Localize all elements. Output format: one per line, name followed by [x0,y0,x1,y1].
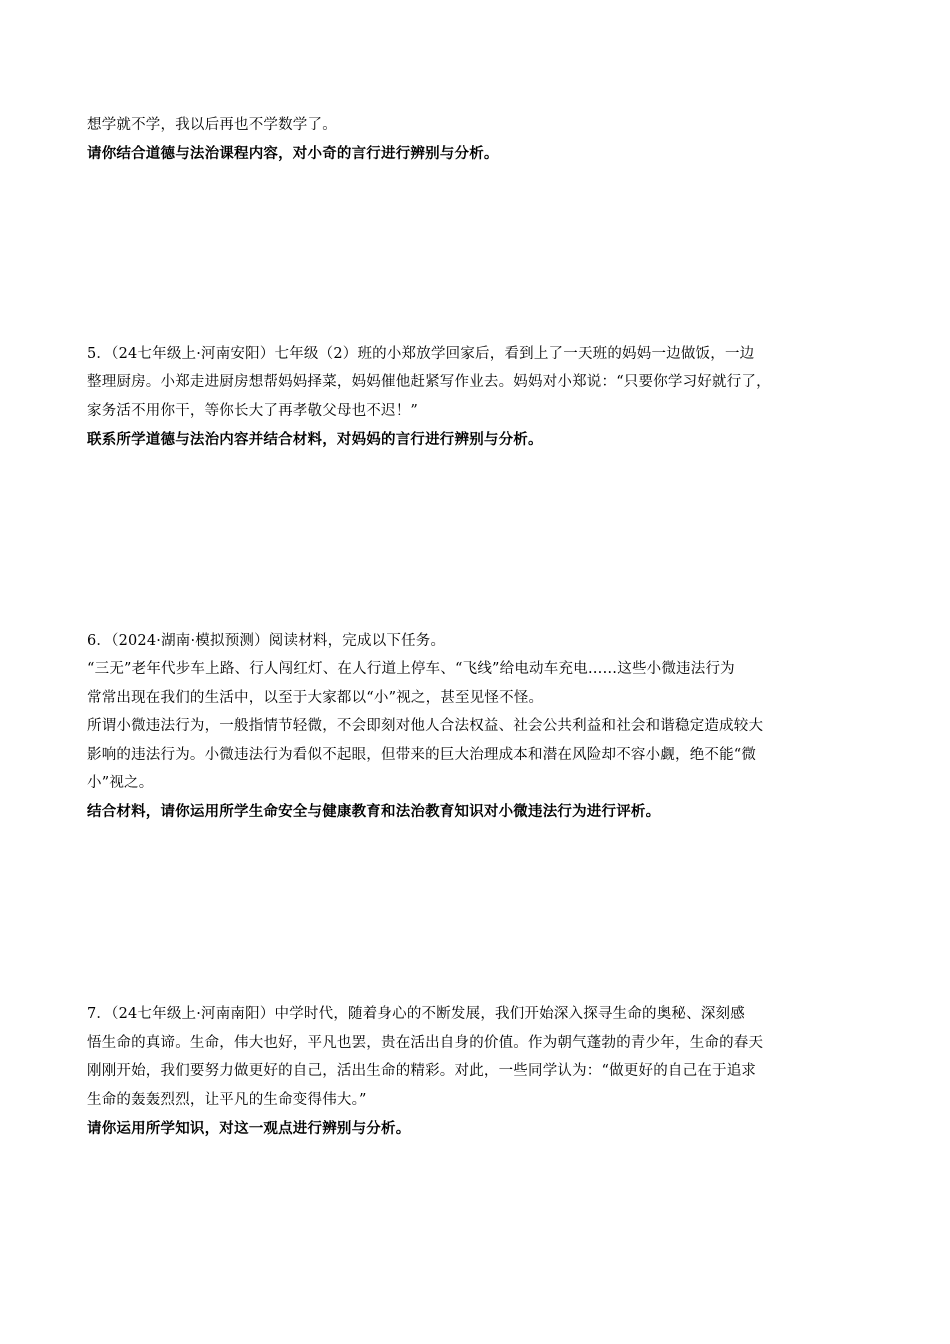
q6-text-line-5: 影响的违法行为。小微违法行为看似不起眼，但带来的巨大治理成本和潜在风险却不容小觑，绝不能“微 [87,747,757,763]
q5-text-line-3: 家务活不用你干，等你长大了再孝敬父母也不迟！” [87,403,419,419]
q4-continued-text: 想学就不学，我以后再也不学数学了。 [87,117,337,133]
q5-text-line-1: 5．（24七年级上·河南安阳）七年级（2）班的小郑放学回家后，看到上了一天班的妈妈一边做饭，一边 [87,346,755,362]
q7-text-line-3: 刚刚开始，我们要努力做更好的自己，活出生命的精彩。对此，一些同学认为：“做更好的自己在于追求 [87,1063,757,1079]
q6-text-line-2: “三无”老年代步车上路、行人闯红灯、在人行道上停车、“飞线”给电动车充电……这些小微违法行为 [87,661,735,677]
q6-text-line-6: 小”视之。 [87,775,154,791]
q6-task: 结合材料，请你运用所学生命安全与健康教育和法治教育知识对小微违法行为进行评析。 [87,804,661,820]
q7-task: 请你运用所学知识，对这一观点进行辨别与分析。 [87,1121,411,1137]
q7-text-line-2: 悟生命的真谛。生命，伟大也好，平凡也罢，贵在活出自身的价值。作为朝气蓬勃的青少年，生命的春天 [87,1035,764,1051]
q7-text-line-1: 7．（24七年级上·河南南阳）中学时代，随着身心的不断发展，我们开始深入探寻生命的奥秘、深刻感 [87,1006,745,1022]
q5-text-line-2: 整理厨房。小郑走进厨房想帮妈妈择菜，妈妈催他赶紧写作业去。妈妈对小郑说：“只要你学习好就行了， [87,374,771,390]
q6-text-line-1: 6．（2024·湖南·模拟预测）阅读材料，完成以下任务。 [87,633,446,649]
q7-text-line-4: 生命的轰轰烈烈，让平凡的生命变得伟大。” [87,1092,367,1108]
q5-task: 联系所学道德与法治内容并结合材料，对妈妈的言行进行辨别与分析。 [87,432,543,448]
q6-text-line-3: 常常出现在我们的生活中，以至于大家都以“小”视之，甚至见怪不怪。 [87,690,544,706]
q4-task: 请你结合道德与法治课程内容，对小奇的言行进行辨别与分析。 [87,146,499,162]
q6-text-line-4: 所谓小微违法行为，一般指情节轻微，不会即刻对他人合法权益、社会公共利益和社会和谐稳定造成较大 [87,718,764,734]
